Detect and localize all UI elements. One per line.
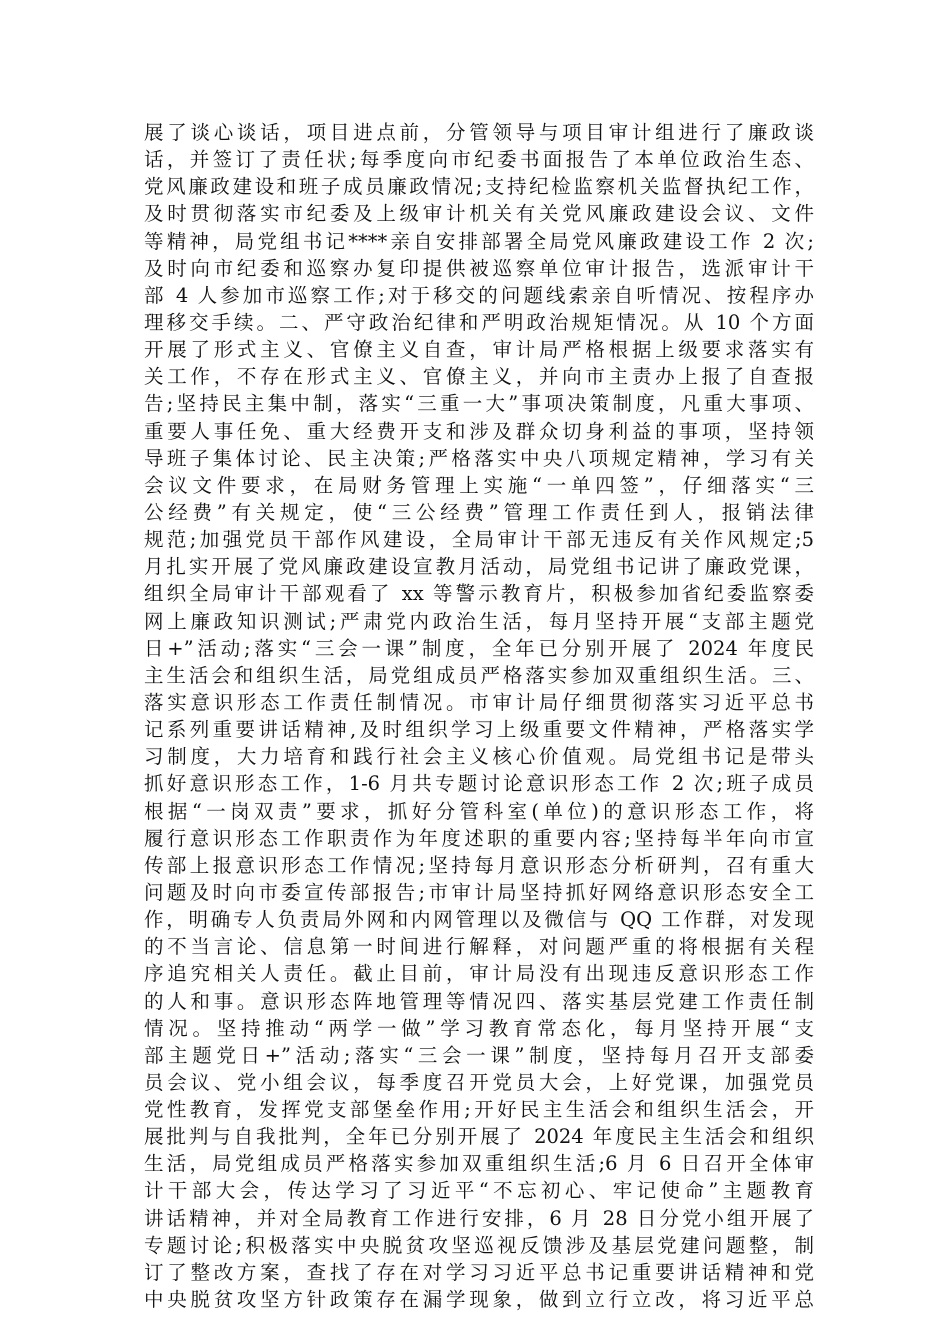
text-line: 规范;加强党员干部作风建设，全局审计干部无违反有关作风规定;5 (144, 528, 814, 552)
text-line: 作，明确专人负责局外网和内网管理以及微信与 QQ 工作群，对发现 (144, 908, 814, 932)
text-line: 党风廉政建设和班子成员廉政情况;支持纪检监察机关监督执纪工作， (144, 175, 814, 199)
text-line: 及时贯彻落实市纪委及上级审计机关有关党风廉政建设会议、文件 (144, 202, 814, 226)
text-line: 理移交手续。二、严守政治纪律和严明政治规矩情况。从 10 个方面 (144, 310, 814, 334)
text-line: 的不当言论、信息第一时间进行解释，对问题严重的将根据有关程 (144, 935, 814, 959)
text-line: 展批判与自我批判，全年已分别开展了 2024 年度民主生活会和组织 (144, 1125, 814, 1149)
text-line: 关工作，不存在形式主义、官僚主义，并向市主责办上报了自查报 (144, 365, 814, 389)
text-line: 履行意识形态工作职责作为年度述职的重要内容;坚持每半年向市宣 (144, 826, 814, 850)
text-line: 党性教育，发挥党支部堡垒作用;开好民主生活会和组织生活会，开 (144, 1098, 814, 1122)
text-line: 等精神，局党组书记****亲自安排部署全局党风廉政建设工作 2 次; (144, 229, 814, 253)
text-line: 计干部大会，传达学习了习近平“不忘初心、牢记使命”主题教育 (144, 1179, 814, 1203)
text-line: 序追究相关人责任。截止目前，审计局没有出现违反意识形态工作 (144, 962, 814, 986)
text-line: 抓好意识形态工作，1-6 月共专题讨论意识形态工作 2 次;班子成员 (144, 772, 814, 796)
text-line: 讲话精神，并对全局教育工作进行安排，6 月 28 日分党小组开展了 (144, 1206, 814, 1230)
text-line: 日+”活动;落实“三会一课”制度，全年已分别开展了 2024 年度民 (144, 636, 814, 660)
text-line: 的人和事。意识形态阵地管理等情况四、落实基层党建工作责任制 (144, 989, 814, 1013)
text-line: 部 4 人参加市巡察工作;对于移交的问题线索亲自听情况、按程序办 (144, 283, 814, 307)
text-line: 根据“一岗双责”要求，抓好分管科室(单位)的意识形态工作，将 (144, 799, 814, 823)
text-line: 员会议、党小组会议，每季度召开党员大会，上好党课，加强党员 (144, 1070, 814, 1094)
text-line: 告;坚持民主集中制，落实“三重一大”事项决策制度，凡重大事项、 (144, 392, 814, 416)
text-line: 组织全局审计干部观看了 xx 等警示教育片，积极参加省纪委监察委 (144, 582, 814, 606)
body-text (144, 119, 814, 1313)
text-line: 部主题党日+”活动;落实“三会一课”制度，坚持每月召开支部委 (144, 1043, 814, 1067)
text-line: 及时向市纪委和巡察办复印提供被巡察单位审计报告，选派审计干 (144, 256, 814, 280)
text-line: 传部上报意识形态工作情况;坚持每月意识形态分析研判，召有重大 (144, 853, 814, 877)
text-line: 展了谈心谈话，项目进点前，分管领导与项目审计组进行了廉政谈 (144, 121, 814, 144)
text-line: 落实意识形态工作责任制情况。市审计局仔细贯彻落实习近平总书 (144, 690, 814, 714)
text-line: 习制度，大力培育和践行社会主义核心价值观。局党组书记是带头 (144, 745, 814, 769)
text-line: 重要人事任免、重大经费开支和涉及群众切身利益的事项，坚持领 (144, 419, 814, 443)
text-line: 网上廉政知识测试;严肃党内政治生活，每月坚持开展“支部主题党 (144, 609, 814, 633)
text-line: 记系列重要讲话精神,及时组织学习上级重要文件精神，严格落实学 (144, 718, 814, 742)
text-line: 生活，局党组成员严格落实参加双重组织生活;6 月 6 日召开全体审 (144, 1152, 814, 1176)
text-line: 情况。坚持推动“两学一做”学习教育常态化，每月坚持开展“支 (144, 1016, 814, 1040)
text-line: 月扎实开展了党风廉政建设宣教月活动，局党组书记讲了廉政党课， (144, 555, 814, 579)
text-line: 会议文件要求，在局财务管理上实施“一单四签”，仔细落实“三 (144, 473, 814, 497)
text-line: 话，并签订了责任状;每季度向市纪委书面报告了本单位政治生态、 (144, 148, 814, 172)
text-line: 主生活会和组织生活，局党组成员严格落实参加双重组织生活。三、 (144, 663, 814, 687)
text-line: 问题及时向市委宣传部报告;市审计局坚持抓好网络意识形态安全工 (144, 880, 814, 904)
text-line: 公经费”有关规定，使“三公经费”管理工作责任到人，报销法律 (144, 500, 814, 524)
text-line: 订了整改方案，查找了存在对学习习近平总书记重要讲话精神和党 (144, 1260, 814, 1284)
text-line: 专题讨论;积极落实中央脱贫攻坚巡视反馈涉及基层党建问题整，制 (144, 1233, 814, 1257)
text-line: 开展了形式主义、官僚主义自查，审计局严格根据上级要求落实有 (144, 338, 814, 362)
text-line: 中央脱贫攻坚方针政策存在漏学现象，做到立行立改，将习近平总 (144, 1288, 814, 1312)
text-line: 导班子集体讨论、民主决策;严格落实中央八项规定精神，学习有关 (144, 446, 814, 470)
